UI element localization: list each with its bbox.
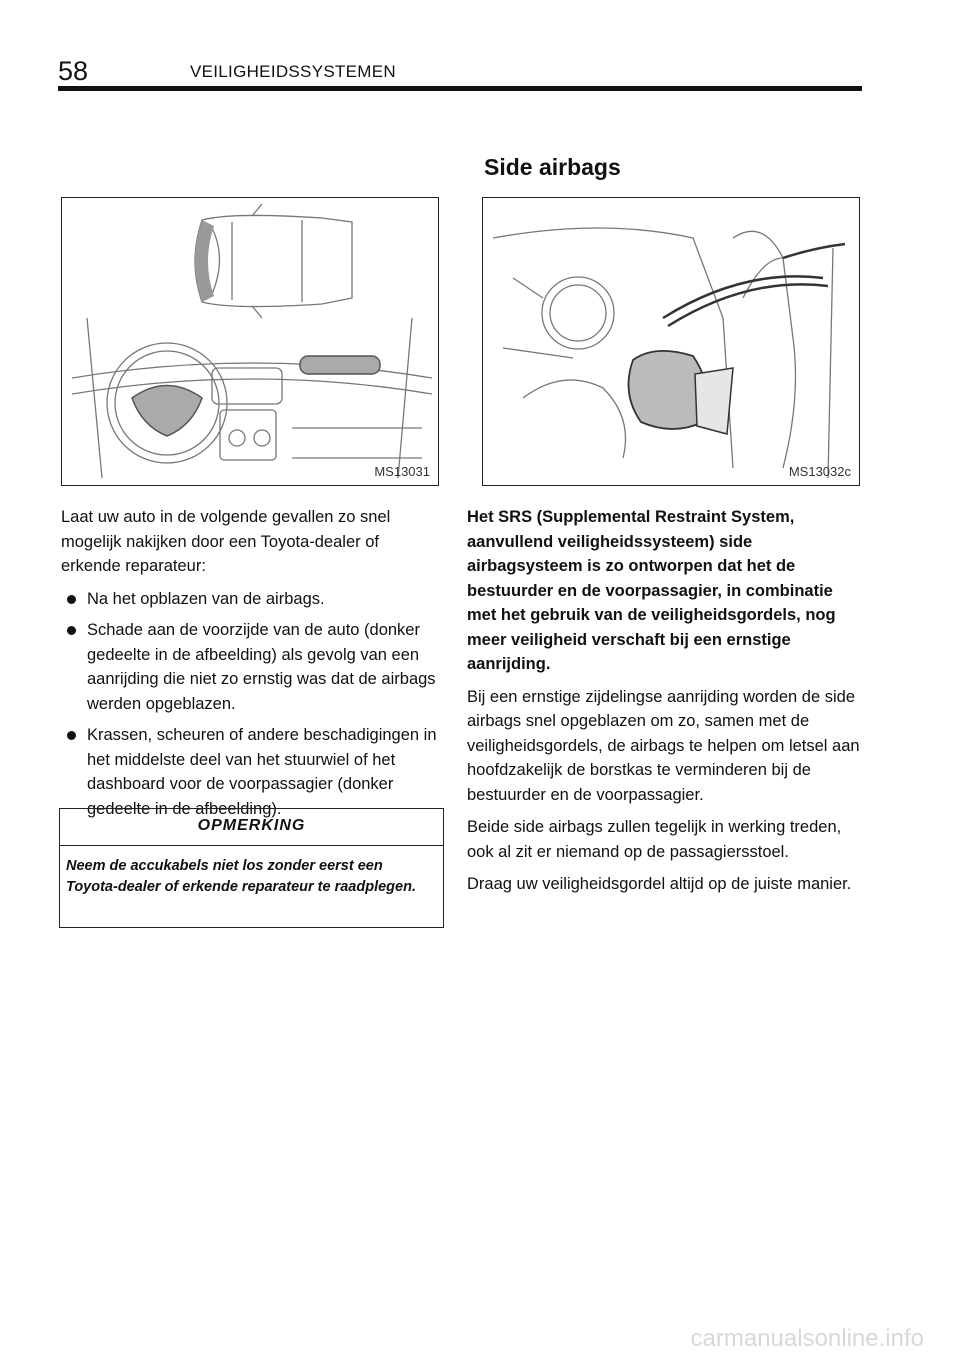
note-title: OPMERKING [60, 809, 443, 846]
bullet-icon [67, 731, 76, 740]
list-item-text: Krassen, scheuren of andere beschadigingen in het middelste deel van het stuurwiel of het dashboard voor de voorpassagier (donker gedeelte in de afbeelding). [87, 726, 437, 818]
left-column [61, 505, 443, 828]
list-item-text: Na het opblazen van de airbags. [87, 589, 325, 608]
list-item [61, 587, 443, 612]
body-paragraph: Draag uw veiligheidsgordel altijd op de juiste manier. [467, 875, 852, 893]
side-airbag-drawing [483, 198, 860, 486]
list-item [61, 618, 443, 716]
section-heading: Side airbags [484, 154, 621, 180]
running-title: VEILIGHEIDSSYSTEMEN [190, 62, 396, 81]
bullet-icon [67, 626, 76, 635]
figure-code: MS13032c [788, 464, 851, 479]
right-column [467, 505, 865, 905]
front-airbag-illustration [61, 197, 439, 486]
side-airbag-illustration [482, 197, 860, 486]
page-number: 58 [58, 56, 89, 86]
intro-paragraph: Laat uw auto in de volgende gevallen zo snel mogelijk nakijken door een Toyota-dealer of erkende reparateur: [61, 508, 391, 575]
bullet-icon [67, 595, 76, 604]
watermark: carmanualsonline.info [690, 1325, 924, 1352]
list-item [61, 723, 443, 821]
dashboard-drawing [62, 198, 439, 486]
figure-code: MS13031 [374, 464, 430, 479]
body-paragraph: Beide side airbags zullen tegelijk in werking treden, ook al zit er niemand op de passagiersstoel. [467, 818, 842, 861]
list-item-text: Schade aan de voorzijde van de auto (donker gedeelte in de afbeelding) als gevolg van een aanrijding die niet zo ernstig was dat de airbags werden opgeblazen. [87, 621, 436, 713]
header-rule [58, 86, 862, 91]
bold-intro-paragraph: Het SRS (Supplemental Restraint System, aanvullend veiligheidssysteem) side airbagsysteem is zo ontworpen dat het de bestuurder en de voorpassagier, in combinatie met het gebruik van de veiligheidsgordels, nog meer veiligheid verschaft bij een ernstige aanrijding. [467, 508, 836, 673]
note-box [59, 808, 444, 928]
note-text: Neem de accukabels niet los zonder eerst een Toyota-dealer of erkende reparateur te raadplegen. [66, 858, 416, 895]
body-paragraph: Bij een ernstige zijdelingse aanrijding worden de side airbags snel opgeblazen om zo, samen met de veiligheidsgordels, de airbags te helpen om letsel aan hoofdzakelijk de borstkas te verminderen bij de bestuurder en de voorpassagier. [467, 687, 860, 804]
